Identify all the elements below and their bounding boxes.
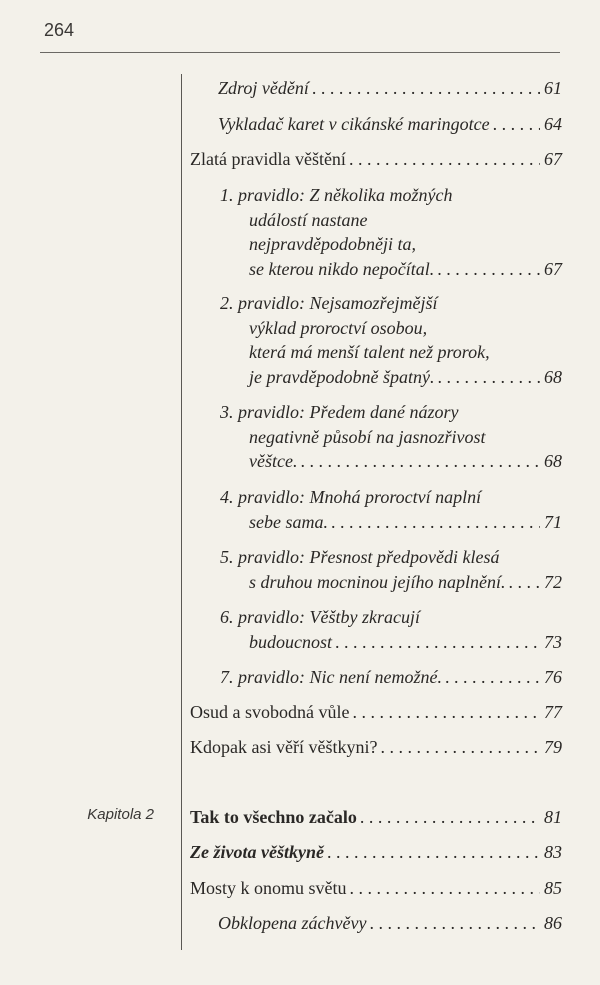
toc-entry-page: 85 — [544, 878, 562, 898]
toc-entry-osud — [190, 700, 562, 725]
toc-entry-vykladac-karet — [218, 112, 562, 137]
toc-entry-pravidlo-6 — [220, 605, 562, 654]
toc-entry-line: 1. pravidlo: Z několika možných — [220, 185, 453, 205]
toc-entry-page: 67 — [544, 258, 562, 279]
dot-leader — [312, 76, 540, 101]
toc-entry-title: Kdopak asi věří věštkyni? — [190, 737, 378, 757]
dot-leader — [380, 735, 540, 760]
toc-entry-page: 68 — [544, 366, 562, 387]
toc-chapter-title: Tak to všechno začalo — [190, 807, 357, 827]
toc-entry-line: 2. pravidlo: Nejsamozřejmější — [220, 293, 438, 313]
toc-entry-title: Osud a svobodná vůle — [190, 702, 350, 722]
toc-entry-title: sebe sama. — [249, 511, 328, 532]
toc-entry-title: 7. pravidlo: Nic není nemožné. — [220, 667, 442, 687]
toc-entry-page: 68 — [544, 451, 562, 471]
toc-entry-ze-zivota — [190, 840, 562, 865]
toc-entry-title: Mosty k onomu světu — [190, 878, 347, 898]
dot-leader — [350, 876, 540, 901]
toc-entry-title: s druhou mocninou jejího naplnění. — [249, 571, 506, 592]
toc-entry-title: se kterou nikdo nepočítal. — [249, 258, 435, 279]
toc-entry-page: 71 — [544, 511, 562, 532]
toc-entry-pravidlo-5 — [220, 545, 562, 594]
toc-entry-page: 86 — [544, 913, 562, 933]
dot-leader — [360, 805, 540, 830]
toc-entry-pravidlo-4 — [220, 485, 562, 534]
toc-entry-title: Ze života věštkyně — [190, 842, 324, 862]
toc-vertical-rule — [181, 74, 182, 950]
toc-entry-mosty — [190, 876, 562, 901]
toc-entry-page: 77 — [544, 702, 562, 722]
dot-leader — [327, 840, 540, 865]
toc-entry-pravidlo-1 — [220, 183, 562, 281]
toc-entry-line: 6. pravidlo: Věštby zkracují — [220, 607, 420, 627]
dot-leader — [493, 112, 540, 137]
toc-entry-title: Vykladač karet v cikánské maringotce — [218, 114, 490, 134]
toc-entry-title: budoucnost — [249, 631, 332, 652]
toc-entry-title: Obklopena záchvěvy — [218, 913, 367, 933]
toc-entry-title: je pravděpodobně špatný. — [249, 366, 435, 387]
toc-entry-tak-to-vsechno-zacalo — [190, 805, 562, 830]
dot-leader — [349, 147, 540, 172]
dot-leader — [437, 365, 540, 390]
toc-entry-line: negativně působí na jasnozřivost — [249, 426, 486, 447]
toc-entry-pravidlo-7 — [220, 665, 562, 690]
toc-entry-line: 4. pravidlo: Mnohá proroctví naplní — [220, 487, 482, 507]
dot-leader — [331, 510, 540, 535]
toc-entry-page: 73 — [544, 631, 562, 652]
toc-entry-page: 79 — [544, 737, 562, 757]
toc-entry-page: 61 — [544, 78, 562, 98]
dot-leader — [508, 570, 540, 595]
toc-entry-line: nejpravděpodobněji ta, — [249, 234, 416, 254]
dot-leader — [352, 700, 540, 725]
toc-entry-zdroj-vedeni — [218, 76, 562, 101]
toc-entry-line: výklad proroctví osobou, — [249, 317, 428, 338]
toc-entry-pravidlo-3 — [220, 400, 562, 474]
toc-entry-zlata-pravidla — [190, 147, 562, 172]
toc-entry-title: věštce. — [249, 451, 298, 471]
toc-entry-line: 3. pravidlo: Předem dané názory — [220, 402, 459, 422]
dot-leader — [369, 911, 540, 936]
dot-leader — [445, 665, 540, 690]
toc-entry-title: Zlatá pravidla věštění — [190, 149, 346, 169]
dot-leader — [335, 630, 540, 655]
header-rule — [40, 52, 560, 53]
toc-entry-line: která má menší talent než prorok, — [249, 342, 490, 362]
toc-entry-obklopena — [218, 911, 562, 936]
toc-entry-page: 67 — [544, 149, 562, 169]
toc-entry-title: Zdroj vědění — [218, 78, 309, 98]
toc-entry-page: 83 — [544, 842, 562, 862]
toc-entry-page: 76 — [544, 667, 562, 687]
dot-leader — [300, 449, 540, 474]
chapter-label: Kapitola 2 — [87, 806, 154, 823]
page-number: 264 — [44, 20, 75, 40]
toc-entry-kdopak — [190, 735, 562, 760]
toc-entry-page: 64 — [544, 114, 562, 134]
toc-entry-line: událostí nastane — [249, 209, 368, 230]
toc-entry-line: 5. pravidlo: Přesnost předpovědi klesá — [220, 547, 500, 567]
toc-entry-pravidlo-2 — [220, 291, 562, 389]
toc-entry-page: 81 — [544, 807, 562, 827]
dot-leader — [437, 257, 540, 282]
toc-entry-page: 72 — [544, 571, 562, 592]
